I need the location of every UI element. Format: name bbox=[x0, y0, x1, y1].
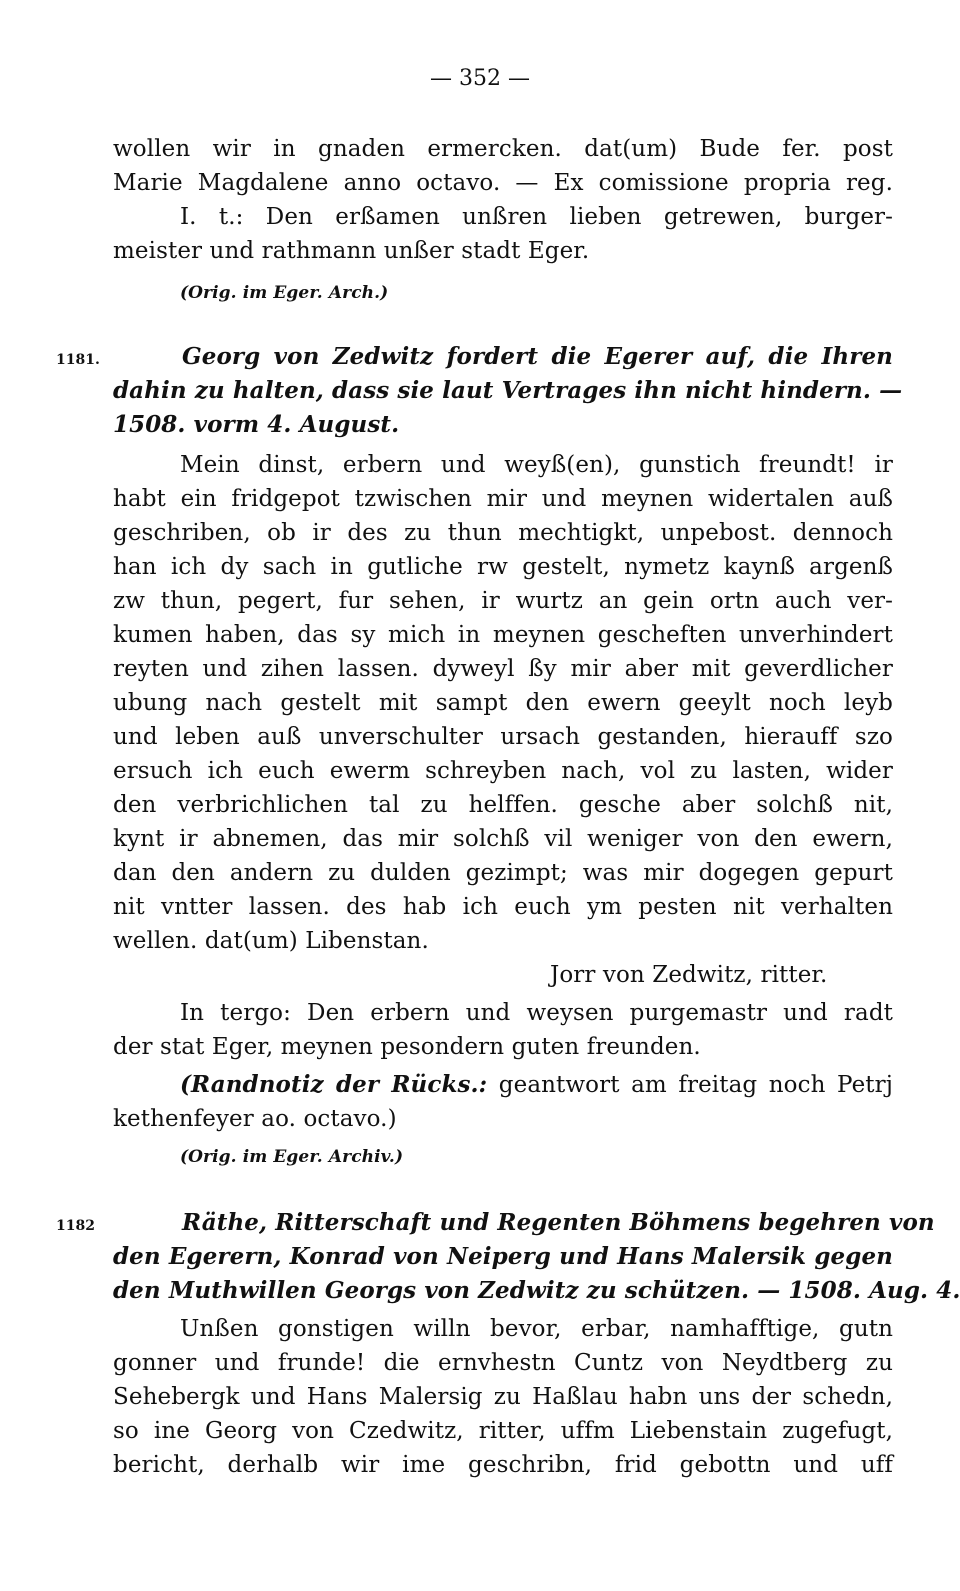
text-line: Marie Magdalene anno octavo. — Ex comissione propria reg. bbox=[113, 170, 893, 196]
text-line: In tergo: Den erbern und weysen purgemastr und radt bbox=[180, 1000, 893, 1026]
margin-note-label: (Randnotiz der Rücks.: bbox=[180, 1071, 488, 1098]
signature: Jorr von Zedwitz, ritter. bbox=[550, 962, 828, 988]
text-line: geschriben, ob ir des zu thun mechtigkt, unpebost. dennoch bbox=[113, 520, 893, 546]
text-line: Sehebergk und Hans Malersig zu Haßlau habn uns der schedn, bbox=[113, 1384, 893, 1410]
source-note: (Orig. im Eger. Archiv.) bbox=[180, 1147, 404, 1167]
text-line: wollen wir in gnaden ermercken. dat(um) Bude fer. post bbox=[113, 136, 893, 162]
text-line: nit vntter lassen. des hab ich euch ym pesten nit verhalten bbox=[113, 894, 893, 920]
text-line: ubung nach gestelt mit sampt den ewern geeylt noch leyb bbox=[113, 690, 893, 716]
text-line: ersuch ich euch ewerm schreyben nach, vol zu lasten, wider bbox=[113, 758, 893, 784]
text-line: wellen. dat(um) Libenstan. bbox=[113, 928, 429, 954]
text-line: bericht, derhalb wir ime geschribn, frid gebottn und uff bbox=[113, 1452, 893, 1478]
document-heading-line: 1508. vorm 4. August. bbox=[113, 411, 400, 438]
text-line: zw thun, pegert, fur sehen, ir wurtz an gein ortn auch ver- bbox=[113, 588, 893, 614]
text-line: der stat Eger, meynen pesondern guten freunden. bbox=[113, 1034, 701, 1060]
text-line: habt ein fridgepot tzwischen mir und meynen widertalen auß bbox=[113, 486, 893, 512]
margin-note-line: kethenfeyer ao. octavo.) bbox=[113, 1106, 397, 1132]
text-line: den verbrichlichen tal zu helffen. gesche aber solchß nit, bbox=[113, 792, 893, 818]
text-line: kynt ir abnemen, das mir solchß vil weniger von den ewern, bbox=[113, 826, 893, 852]
text-line: reyten und zihen lassen. dyweyl ßy mir aber mit geverdlicher bbox=[113, 656, 893, 682]
document-heading-line: den Muthwillen Georgs von Zedwitz zu schützen. — 1508. Aug. 4. bbox=[113, 1277, 960, 1304]
document-number: 1182 bbox=[56, 1218, 95, 1234]
text-line: I. t.: Den erßamen unßren lieben getrewen, burger- bbox=[180, 204, 893, 230]
margin-note-text: geantwort am freitag noch Petrj bbox=[487, 1072, 893, 1098]
text-line: han ich dy sach in gutliche rw gestelt, nymetz kaynß argenß bbox=[113, 554, 893, 580]
text-line: gonner und frunde! die ernvhestn Cuntz von Neydtberg zu bbox=[113, 1350, 893, 1376]
document-heading-line: den Egerern, Konrad von Neiperg und Hans Malersik gegen bbox=[113, 1243, 893, 1270]
document-number: 1181. bbox=[56, 352, 100, 368]
page-number: — 352 — bbox=[430, 66, 530, 91]
document-heading-line: Georg von Zedwitz fordert die Egerer auf, die Ihren bbox=[182, 343, 893, 370]
text-line: so ine Georg von Czedwitz, ritter, uffm Liebenstain zugefugt, bbox=[113, 1418, 893, 1444]
text-line: und leben auß unverschulter ursach gestanden, hierauff szo bbox=[113, 724, 893, 750]
text-line: kumen haben, das sy mich in meynen gescheften unverhindert bbox=[113, 622, 893, 648]
document-heading-line: Räthe, Ritterschaft und Regenten Böhmens begehren von bbox=[182, 1209, 935, 1236]
text-line: Mein dinst, erbern und weyß(en), gunstich freundt! ir bbox=[180, 452, 893, 478]
source-note: (Orig. im Eger. Arch.) bbox=[180, 283, 389, 303]
margin-note-line bbox=[180, 1070, 893, 1100]
text-line: Unßen gonstigen willn bevor, erbar, namhafftige, gutn bbox=[180, 1316, 893, 1342]
document-heading-line: dahin zu halten, dass sie laut Vertrages ihn nicht hindern. — bbox=[113, 377, 903, 404]
text-line: dan den andern zu dulden gezimpt; was mir dogegen gepurt bbox=[113, 860, 893, 886]
text-line: meister und rathmann unßer stadt Eger. bbox=[113, 238, 590, 264]
